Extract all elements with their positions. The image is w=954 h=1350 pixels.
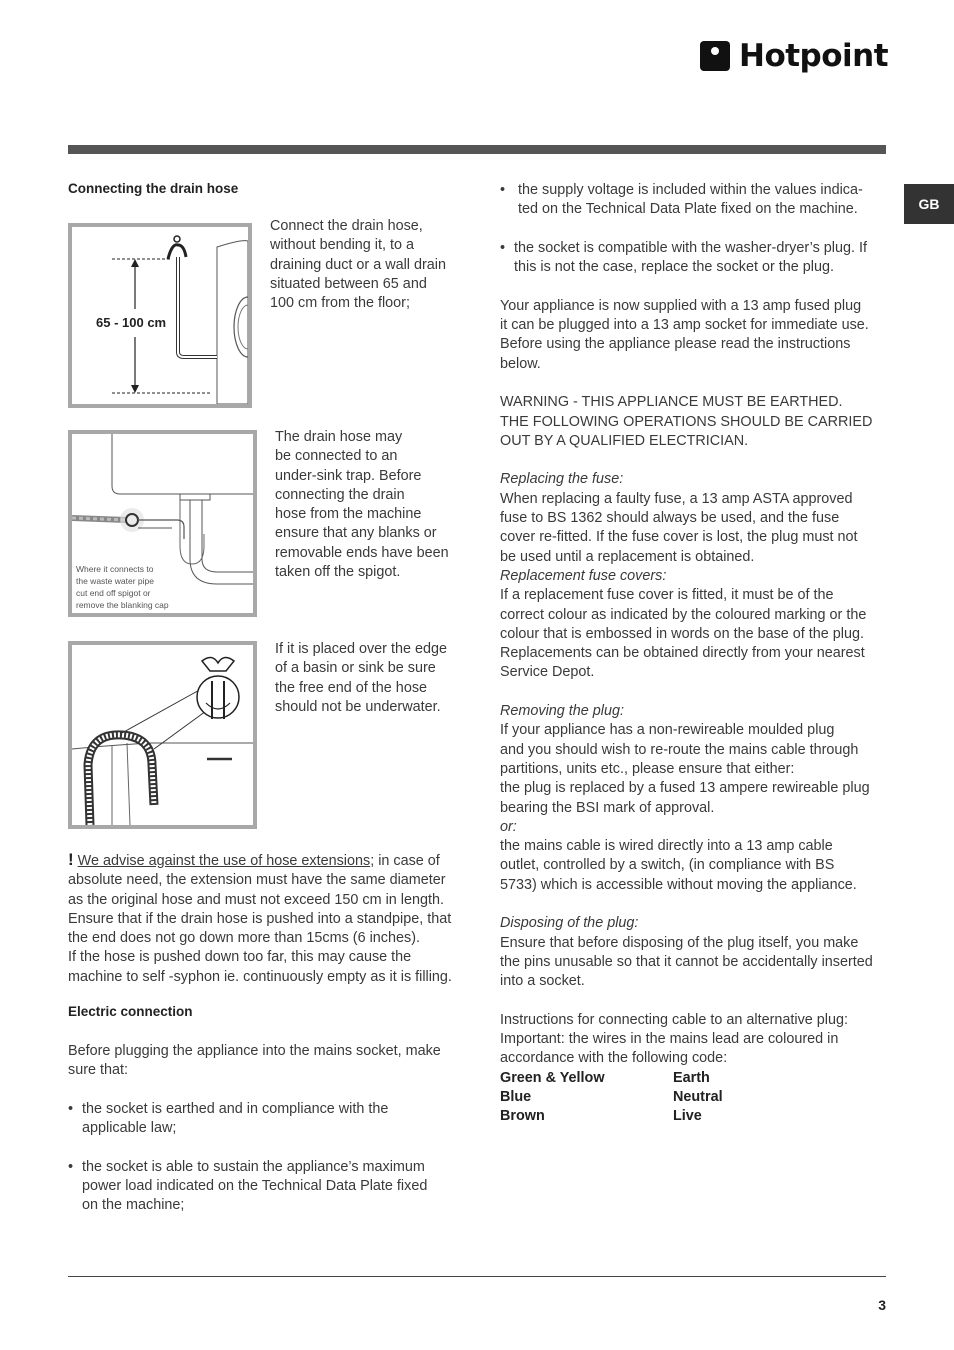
wire-colour-table <box>500 1069 890 1127</box>
fig1-description <box>270 217 446 313</box>
text-line: If it is placed over the edge <box>275 641 447 657</box>
text-line: the socket is compatible with the washer-dryer’s plug. If <box>514 239 867 256</box>
text-line: on the machine; <box>82 1197 185 1214</box>
language-tab <box>904 184 954 224</box>
language-tab-label: GB <box>918 196 940 212</box>
electric-heading: Electric connection <box>68 1004 193 1019</box>
warning-rest: ; in case of <box>370 853 440 869</box>
bullet-icon: • <box>68 1158 74 1175</box>
basin-edge-illustration <box>72 645 253 825</box>
figure-under-sink-trap <box>68 430 257 617</box>
replacing-fuse-title: Replacing the fuse: <box>500 471 624 488</box>
caption-line: cut end off spigot or <box>76 588 151 598</box>
fuse-covers-title: Replacement fuse covers: <box>500 567 667 584</box>
text-line: absolute need, the extension must have the same diameter <box>68 872 446 889</box>
text-line: 100 cm from the floor; <box>270 295 410 312</box>
text-line: WARNING - THIS APPLIANCE MUST BE EARTHED. <box>500 394 843 411</box>
wire-row <box>500 1088 890 1107</box>
text-line: Connect the drain hose, <box>270 218 423 234</box>
bullet-icon: • <box>68 1100 74 1117</box>
figure-drain-height <box>68 223 252 408</box>
bullet-max-load <box>68 1158 458 1216</box>
text-line: 5733) which is accessible without moving the appliance. <box>500 876 857 893</box>
text-line: Replacements can be obtained directly from your nearest <box>500 645 865 662</box>
text-line: as the original hose and must not exceed 150 cm in length. <box>68 891 444 908</box>
text-line: into a socket. <box>500 973 585 990</box>
disposing-plug-title: Disposing of the plug: <box>500 915 639 932</box>
text-line: hose from the machine <box>275 506 422 523</box>
text-line: colour that is embossed in words on the base of the plug. <box>500 625 864 642</box>
text-line: Important: the wires in the mains lead are coloured in <box>500 1031 839 1048</box>
text-line: taken off the spigot. <box>275 564 401 581</box>
text-line: THE FOLLOWING OPERATIONS SHOULD BE CARRIED <box>500 413 873 430</box>
text-line: The drain hose may <box>275 429 403 445</box>
or-label: or: <box>500 818 517 835</box>
text-line: OUT BY A QUALIFIED ELECTRICIAN. <box>500 432 749 449</box>
text-line: under-sink trap. Before <box>275 467 422 484</box>
text-line: ted on the Technical Data Plate fixed on the machine. <box>518 201 858 218</box>
text-line: situated between 65 and <box>270 275 427 292</box>
wire-row <box>500 1107 890 1126</box>
caption-line: Where it connects to <box>76 564 154 574</box>
text-line: the pins unusable so that it cannot be accidentally inserted <box>500 953 873 970</box>
text-line: removable ends have been <box>275 544 449 561</box>
caption-line: remove the blanking cap <box>76 600 169 610</box>
text-line: When replacing a faulty fuse, a 13 amp ASTA approved <box>500 490 853 507</box>
text-line: Instructions for connecting cable to an alternative plug: <box>500 1011 848 1028</box>
bullet-voltage <box>500 181 890 220</box>
text-line: Service Depot. <box>500 664 595 681</box>
text-line: should not be underwater. <box>275 698 441 715</box>
hotpoint-logo <box>700 36 890 76</box>
wire-colour: Brown <box>500 1108 545 1125</box>
text-line: the free end of the hose <box>275 679 428 696</box>
header-rule <box>68 145 886 154</box>
drain-heading: Connecting the drain hose <box>68 181 239 196</box>
text-line: the mains cable is wired directly into a 13 amp cable <box>500 838 833 855</box>
text-line: be used until a replacement is obtained. <box>500 548 755 565</box>
page-number: 3 <box>878 1297 886 1313</box>
fig2-description <box>275 428 449 582</box>
text-line: be connected to an <box>275 448 398 465</box>
drain-height-label: 65 - 100 cm <box>96 315 167 330</box>
wire-row <box>500 1069 890 1088</box>
bullet-icon: • <box>500 182 506 198</box>
text-line: the supply voltage is included within the values indica- <box>518 182 863 198</box>
text-line: and you should wish to re-route the mains cable through <box>500 741 859 758</box>
wire-role: Neutral <box>673 1088 723 1105</box>
text-line: Ensure that before disposing of the plug itself, you make <box>500 934 859 951</box>
text-line: Before plugging the appliance into the mains socket, make <box>68 1043 441 1059</box>
bullet-earthed <box>68 1100 458 1139</box>
text-line: of a basin or sink be sure <box>275 660 436 677</box>
text-line: Your appliance is now supplied with a 13 amp fused plug <box>500 297 862 314</box>
text-line: bearing the BSI mark of approval. <box>500 799 715 816</box>
under-sink-caption <box>76 563 169 611</box>
wire-role: Live <box>673 1108 702 1125</box>
text-line: below. <box>500 355 541 372</box>
figure-basin-edge <box>68 641 257 829</box>
text-line: outlet, controlled by a switch, (in compliance with BS <box>500 857 835 874</box>
wire-role: Earth <box>673 1069 710 1086</box>
text-line: cover re-fitted. If the fuse cover is lost, the plug must not <box>500 529 858 546</box>
hotpoint-logo-mark <box>700 41 730 71</box>
text-line: partitions, units etc., please ensure that either: <box>500 760 795 777</box>
text-line: draining duct or a wall drain <box>270 256 446 273</box>
footer-rule <box>68 1276 886 1277</box>
text-line: the socket is earthed and in compliance with the <box>82 1100 389 1117</box>
fig3-description <box>275 640 447 717</box>
right-column <box>500 181 890 1127</box>
text-line: this is not the case, replace the socket or the plug. <box>514 259 834 276</box>
text-line: If the hose is pushed down too far, this may cause the <box>68 949 412 966</box>
brand-name: Hotpoint <box>739 38 889 74</box>
caption-line: the waste water pipe <box>76 576 154 586</box>
text-line: correct colour as indicated by the coloured marking or the <box>500 606 867 623</box>
text-line: sure that: <box>68 1062 128 1079</box>
text-line: Before using the appliance please read the instructions <box>500 336 851 353</box>
wire-colour: Blue <box>500 1088 532 1105</box>
removing-plug-title: Removing the plug: <box>500 703 624 720</box>
text-line: accordance with the following code: <box>500 1050 728 1067</box>
electric-section <box>68 1042 458 1216</box>
text-line: the socket is able to sustain the appliance’s maximum <box>82 1158 425 1175</box>
warning-exclamation-icon: ! <box>68 850 74 869</box>
text-line: the end does not go down more than 15cms (6 inches). <box>68 930 420 947</box>
text-line: If your appliance has a non-rewireable moulded plug <box>500 722 835 739</box>
text-line: without bending it, to a <box>270 237 415 254</box>
text-line: power load indicated on the Technical Data Plate fixed <box>82 1178 428 1195</box>
hose-extension-warning <box>68 850 458 987</box>
wire-colour: Green & Yellow <box>500 1069 605 1086</box>
warning-underlined: We advise against the use of hose extensions <box>77 853 371 869</box>
bullet-plug-compatible <box>500 239 890 278</box>
text-line: ensure that any blanks or <box>275 525 437 542</box>
text-line: applicable law; <box>82 1120 177 1137</box>
text-line: the plug is replaced by a fused 13 ampere rewireable plug <box>500 780 870 797</box>
text-line: it can be plugged into a 13 amp socket for immediate use. <box>500 317 869 334</box>
bullet-icon: • <box>500 239 506 256</box>
text-line: machine to self -syphon ie. continuously empty as it is filling. <box>68 968 452 985</box>
warning-first-line <box>68 850 458 871</box>
text-line: Ensure that if the drain hose is pushed into a standpipe, that <box>68 910 452 927</box>
text-line: If a replacement fuse cover is fitted, it must be of the <box>500 587 834 604</box>
text-line: connecting the drain <box>275 486 405 503</box>
text-line: fuse to BS 1362 should always be used, and the fuse <box>500 510 840 527</box>
